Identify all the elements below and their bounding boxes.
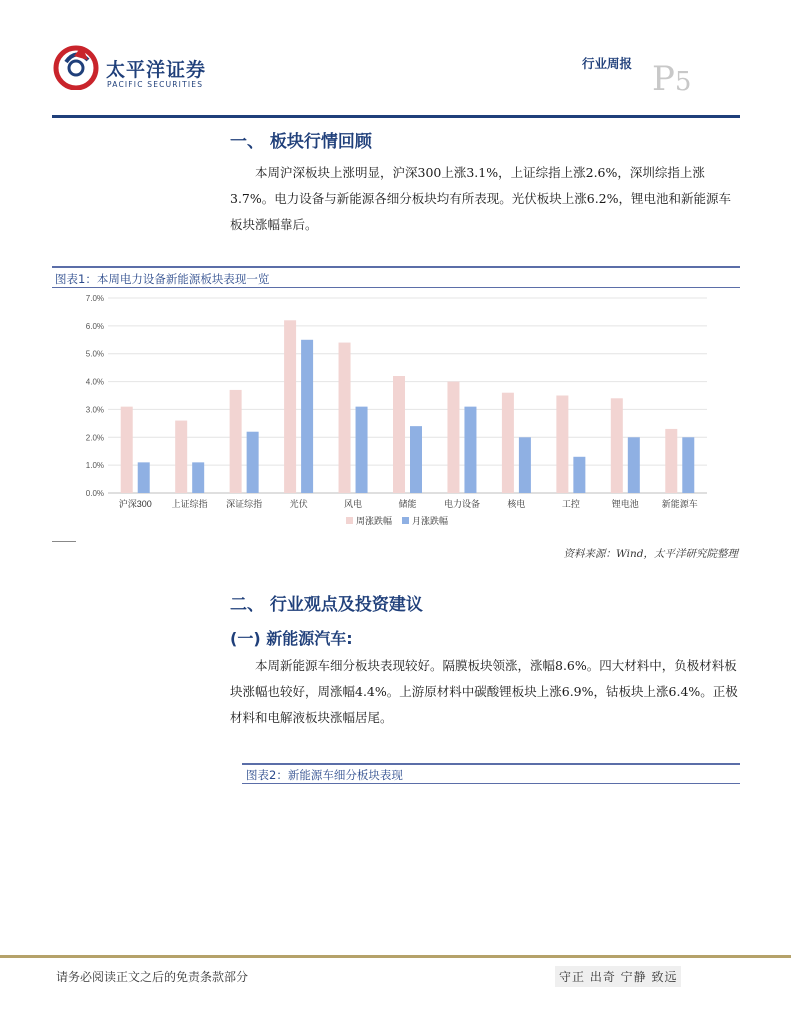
x-tick-label: 锂电池: [611, 499, 639, 509]
bar: [192, 462, 204, 493]
brand-name-en: PACIFIC SECURITIES: [107, 80, 204, 89]
x-tick-label: 光伏: [289, 499, 308, 509]
bar: [356, 407, 368, 493]
x-tick-label: 工控: [561, 499, 580, 509]
footer-rule: [0, 955, 791, 958]
bar: [301, 340, 313, 493]
legend-label: 月涨跌幅: [412, 516, 449, 526]
footer-disclaimer: 请务必阅读正文之后的免责条款部分: [56, 970, 249, 984]
bar: [628, 437, 640, 493]
x-tick-label: 新能源车: [661, 499, 698, 509]
figure1-caption: 图表1：本周电力设备新能源板块表现一览: [55, 272, 270, 286]
y-tick-label: 1.0%: [85, 461, 104, 471]
x-tick-label: 沪深300: [118, 499, 152, 509]
company-logo-icon: [52, 42, 100, 90]
footer-motto: 守正 出奇 宁静 致远: [555, 966, 681, 987]
y-tick-label: 4.0%: [85, 377, 104, 387]
bar: [502, 393, 514, 493]
bar: [682, 437, 694, 493]
legend-label: 周涨跌幅: [356, 516, 393, 526]
section2-paragraph: 本周新能源车细分板块表现较好。隔膜板块领涨，涨幅8.6%。四大材料中，负极材料板块涨幅也较好，周涨幅4.4%。上游原材料中碳酸锂板块上涨6.9%，钴板块上涨6.4%。正极材料和电解液板块涨幅居尾。: [230, 658, 738, 725]
legend-swatch: [402, 517, 409, 524]
bar: [138, 462, 150, 493]
bar: [447, 382, 459, 493]
bar: [464, 407, 476, 493]
legend-swatch: [346, 517, 353, 524]
section1-paragraph: 本周沪深板块上涨明显，沪深300上涨3.1%，上证综指上涨2.6%，深圳综指上涨3.7%。电力设备与新能源各细分板块均有所表现。光伏板块上涨6.2%，锂电池和新能源车板块涨幅靠后。: [230, 165, 732, 232]
y-tick-label: 2.0%: [85, 433, 104, 443]
bar: [230, 390, 242, 493]
bar: [410, 426, 422, 493]
x-tick-label: 风电: [344, 499, 363, 509]
y-tick-label: 5.0%: [85, 349, 104, 359]
y-tick-label: 6.0%: [85, 321, 104, 331]
page-letter: P: [652, 59, 675, 99]
x-tick-label: 核电: [507, 499, 526, 509]
bar: [519, 437, 531, 493]
y-tick-label: 0.0%: [85, 489, 104, 498]
report-type: 行业周报: [582, 56, 633, 71]
figure2-top-rule: [242, 763, 740, 765]
page-digit: 5: [674, 67, 692, 97]
figure1-top-rule: [52, 266, 740, 268]
bar: [284, 320, 296, 493]
section1-heading: 一、 板块行情回顾: [230, 132, 372, 152]
figure2-caption: 图表2：新能源车细分板块表现: [246, 768, 403, 782]
bar: [393, 376, 405, 493]
bar: [665, 429, 677, 493]
bar: [175, 421, 187, 493]
chart-bottom-tick: [52, 541, 76, 542]
section2-subheading: (一) 新能源汽车:: [230, 629, 353, 648]
page-number: [652, 59, 692, 99]
bar: [247, 432, 259, 493]
section2-heading: 二、 行业观点及投资建议: [230, 595, 423, 615]
header-rule: [52, 115, 740, 118]
bar: [573, 457, 585, 493]
brand-name-cn: 太平洋证券: [106, 59, 207, 81]
bar: [121, 407, 133, 493]
figure1-source: 资料来源：Wind，太平洋研究院整理: [563, 548, 738, 560]
x-tick-label: 储能: [398, 499, 417, 509]
y-tick-label: 7.0%: [85, 294, 104, 303]
figure2-caption-rule: [242, 783, 740, 784]
y-tick-label: 3.0%: [85, 405, 104, 415]
bar: [611, 398, 623, 493]
x-tick-label: 上证综指: [171, 499, 208, 509]
bar: [339, 343, 351, 493]
x-tick-label: 电力设备: [443, 499, 480, 509]
sector-performance-chart: [52, 288, 740, 538]
bar: [556, 396, 568, 494]
x-tick-label: 深证综指: [226, 499, 263, 509]
